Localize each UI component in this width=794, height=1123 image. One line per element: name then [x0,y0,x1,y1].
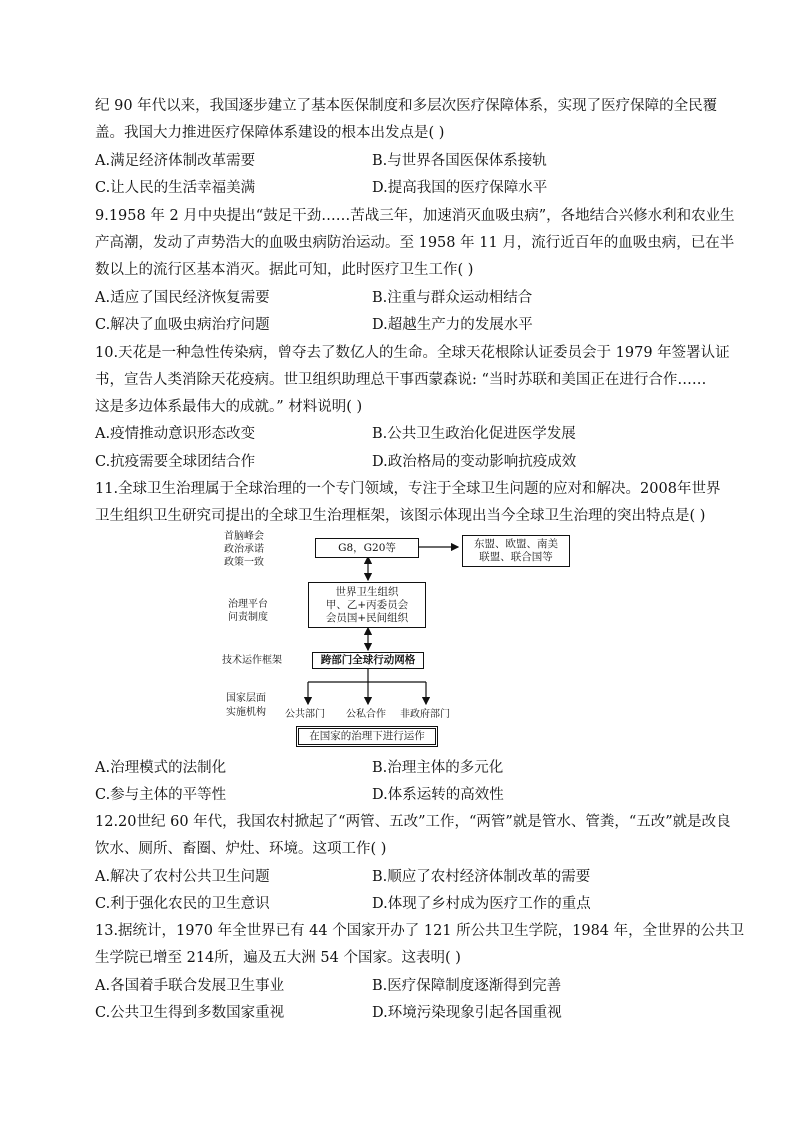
q11-option-b: B.治理主体的多元化 [372,760,504,776]
q12-option-b: B.顺应了农村经济体制改革的需要 [372,869,591,885]
q9-line-1: 9.1958 年 2 月中央提出“鼓足干劲……苦战三年，加速消灭血吸虫病”，各地结合兴修水利和农业生 [95,208,735,224]
q10-option-d: D.政治格局的变动影响抗疫成效 [372,454,577,470]
label-national-2: 实施机构 [226,707,266,718]
label-national-1: 国家层面 [226,693,266,704]
q12-option-c: C.利于强化农民的卫生意识 [95,896,270,912]
box-network: 跨部门全球行动网格 [312,652,424,669]
q12-line-2: 饮水、厕所、畜圈、炉灶、环境。这项工作( ) [95,841,387,857]
q10-option-b: B.公共卫生政治化促进医学发展 [372,426,576,442]
label-summit-1: 首脑峰会 [224,531,264,542]
q12-line-1: 12.20世纪 60 年代，我国农村掀起了“两管、五改”工作，“两管”就是管水、管粪，“五改”就是改良 [95,814,731,830]
branch-public: 公共部门 [285,709,325,720]
q13-line-1: 13.据统计，1970 年全世界已有 44 个国家开办了 121 所公共卫生学院，1984 年，全世界的公共卫 [95,923,745,939]
q8-option-a: A.满足经济体制改革需要 [95,153,256,169]
box-who-line-1: 世界卫生组织 [335,586,399,598]
q9-option-c: C.解决了血吸虫病治疗问题 [95,317,270,333]
q13-option-c: C.公共卫生得到多数国家重视 [95,1005,285,1021]
label-platform-2: 问责制度 [228,612,268,623]
q8-option-c: C.让人民的生活幸福美满 [95,180,256,196]
q10-line-2: 书，宣告人类消除天花疫病。世卫组织助理总干事西蒙森说: “当时苏联和美国正在进行合作…… [95,372,707,388]
q9-option-d: D.超越生产力的发展水平 [372,317,533,333]
q8-line-2: 盖。我国大力推进医疗保障体系建设的根本出发点是( ) [95,125,445,141]
q9-line-3: 数以上的流行区基本消灭。据此可知，此时医疗卫生工作( ) [95,262,474,278]
q9-line-2: 产高潮，发动了声势浩大的血吸虫病防治运动。至 1958 年 11 月，流行近百年的血吸虫病，已在半 [95,235,735,251]
q8-line-1: 纪 90 年代以来，我国逐步建立了基本医保制度和多层次医疗保障体系，实现了医疗保障的全民覆 [95,98,718,114]
label-technical: 技术运作框架 [222,655,282,666]
governance-diagram [220,530,580,750]
q11-option-c: C.参与主体的平等性 [95,787,227,803]
box-who-line-3: 会员国+民间组织 [325,612,409,624]
q10-line-1: 10.天花是一种急性传染病，曾夺去了数亿人的生命。全球天花根除认证委员会于 1979 年签署认证 [95,345,730,361]
box-regional [462,535,570,567]
q11-line-2: 卫生组织卫生研究司提出的全球卫生治理框架，该图示体现出当今全球卫生治理的突出特点是( ) [95,508,706,524]
label-summit-3: 政策一致 [224,557,264,568]
q8-option-b: B.与世界各国医保体系接轨 [372,153,547,169]
box-national-operation: 在国家的治理下进行运作 [296,726,438,747]
q10-line-3: 这是多边体系最伟大的成就。” 材料说明( ) [95,399,363,415]
q13-line-2: 生学院已增至 214所，遍及五大洲 54 个国家。这表明( ) [95,950,461,966]
branch-ppp: 公私合作 [346,709,386,720]
q10-option-c: C.抗疫需要全球团结合作 [95,454,256,470]
box-regional-line-2: 联盟、联合国等 [479,551,553,563]
q11-option-a: A.治理模式的法制化 [95,760,227,776]
q12-option-d: D.体现了乡村成为医疗工作的重点 [372,896,591,912]
label-summit-2: 政治承诺 [224,544,264,555]
branch-ngo: 非政府部门 [400,709,450,720]
box-who [308,582,426,628]
box-g8-g20: G8，G20等 [315,538,419,558]
q11-line-1: 11.全球卫生治理属于全球治理的一个专门领域，专注于全球卫生问题的应对和解决。2008年世界 [95,481,721,497]
q9-option-a: A.适应了国民经济恢复需要 [95,290,270,306]
q9-option-b: B.注重与群众运动相结合 [372,290,533,306]
q8-option-d: D.提高我国的医疗保障水平 [372,180,548,196]
box-regional-line-1: 东盟、欧盟、南美 [474,538,558,550]
q10-option-a: A.疫情推动意识形态改变 [95,426,256,442]
q12-option-a: A.解决了农村公共卫生问题 [95,869,270,885]
q13-option-a: A.各国着手联合发展卫生事业 [95,978,285,994]
box-who-line-2: 甲、乙+丙委员会 [325,599,409,611]
q11-option-d: D.体系运转的高效性 [372,787,504,803]
q13-option-d: D.环境污染现象引起各国重视 [372,1005,562,1021]
label-platform-1: 治理平台 [228,599,268,610]
q13-option-b: B.医疗保障制度逐渐得到完善 [372,978,562,994]
